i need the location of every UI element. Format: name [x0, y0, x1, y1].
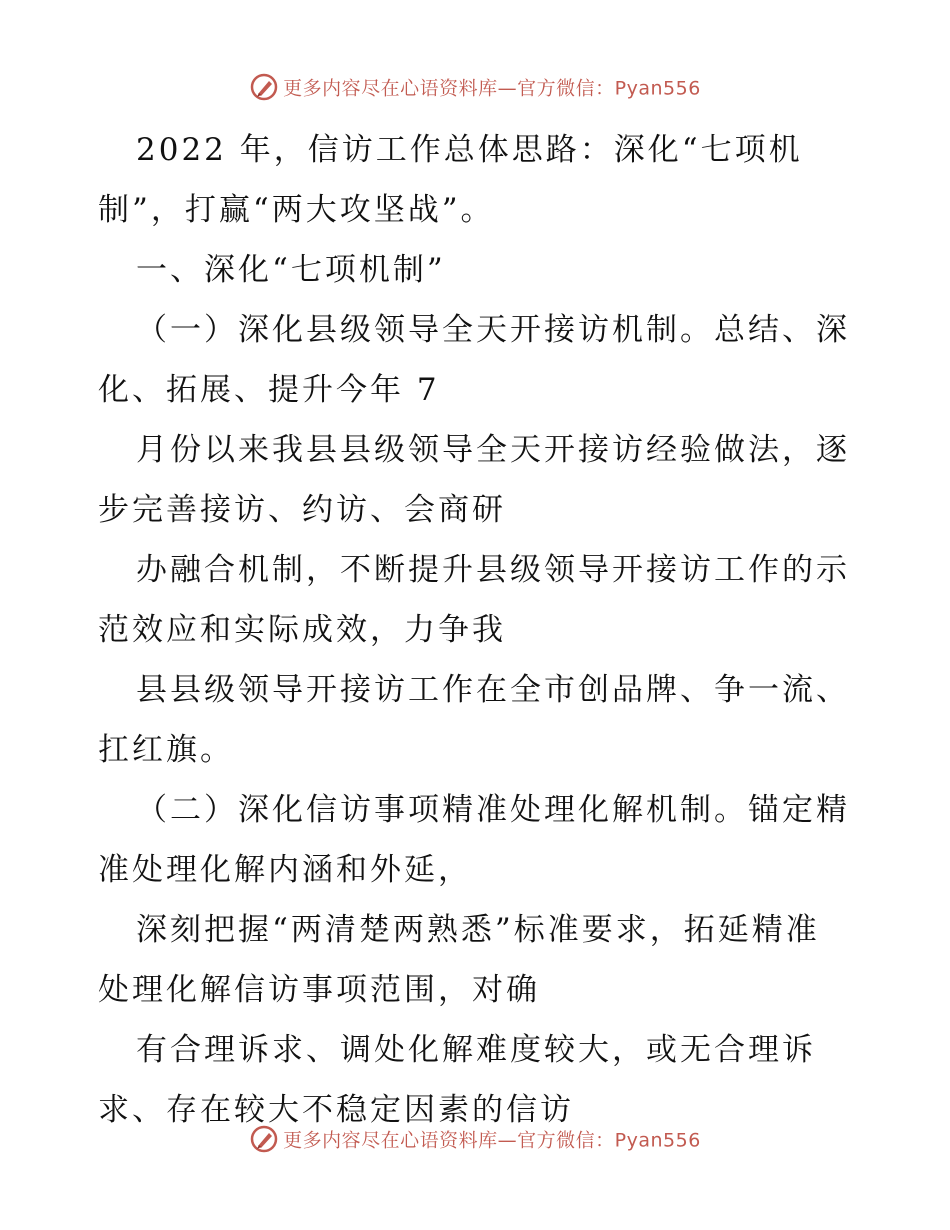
text-line: 处理化解信访事项范围，对确	[98, 972, 540, 1008]
text-line: 求、存在较大不稳定因素的信访	[98, 1092, 574, 1128]
text-line: 制”，打赢“两大攻坚战”。	[98, 192, 495, 228]
text-line: 步完善接访、约访、会商研	[98, 492, 506, 528]
text-line: 深刻把握“两清楚两熟悉”标准要求，拓延精准	[136, 912, 820, 948]
header-watermark	[0, 72, 950, 102]
text-line: 化、拓展、提升今年 7	[98, 372, 440, 408]
text-line: 范效应和实际成效，力争我	[98, 612, 506, 648]
text-line: 准处理化解内涵和外延，	[98, 852, 472, 888]
section-heading: 一、深化“七项机制”	[136, 252, 446, 288]
pen-logo-icon	[249, 1124, 279, 1154]
watermark-text: 更多内容尽在心语资料库—官方微信：Pyan556	[283, 1129, 701, 1152]
text-line: 扛红旗。	[98, 732, 234, 768]
text-line: 办融合机制，不断提升县级领导开接访工作的示	[136, 552, 850, 588]
text-line: 有合理诉求、调处化解难度较大，或无合理诉	[136, 1032, 816, 1068]
text-line: （二）深化信访事项精准处理化解机制。锚定精	[136, 792, 850, 828]
text-line: 2022 年，信访工作总体思路：深化“七项机	[136, 132, 803, 168]
text-line: 月份以来我县县级领导全天开接访经验做法，逐	[136, 432, 850, 468]
pen-logo-icon	[249, 72, 279, 102]
watermark-text: 更多内容尽在心语资料库—官方微信：Pyan556	[283, 77, 701, 100]
document-body	[98, 120, 858, 1140]
text-line: （一）深化县级领导全天开接访机制。总结、深	[136, 312, 850, 348]
footer-watermark	[0, 1124, 950, 1154]
text-line: 县县级领导开接访工作在全市创品牌、争一流、	[136, 672, 850, 708]
